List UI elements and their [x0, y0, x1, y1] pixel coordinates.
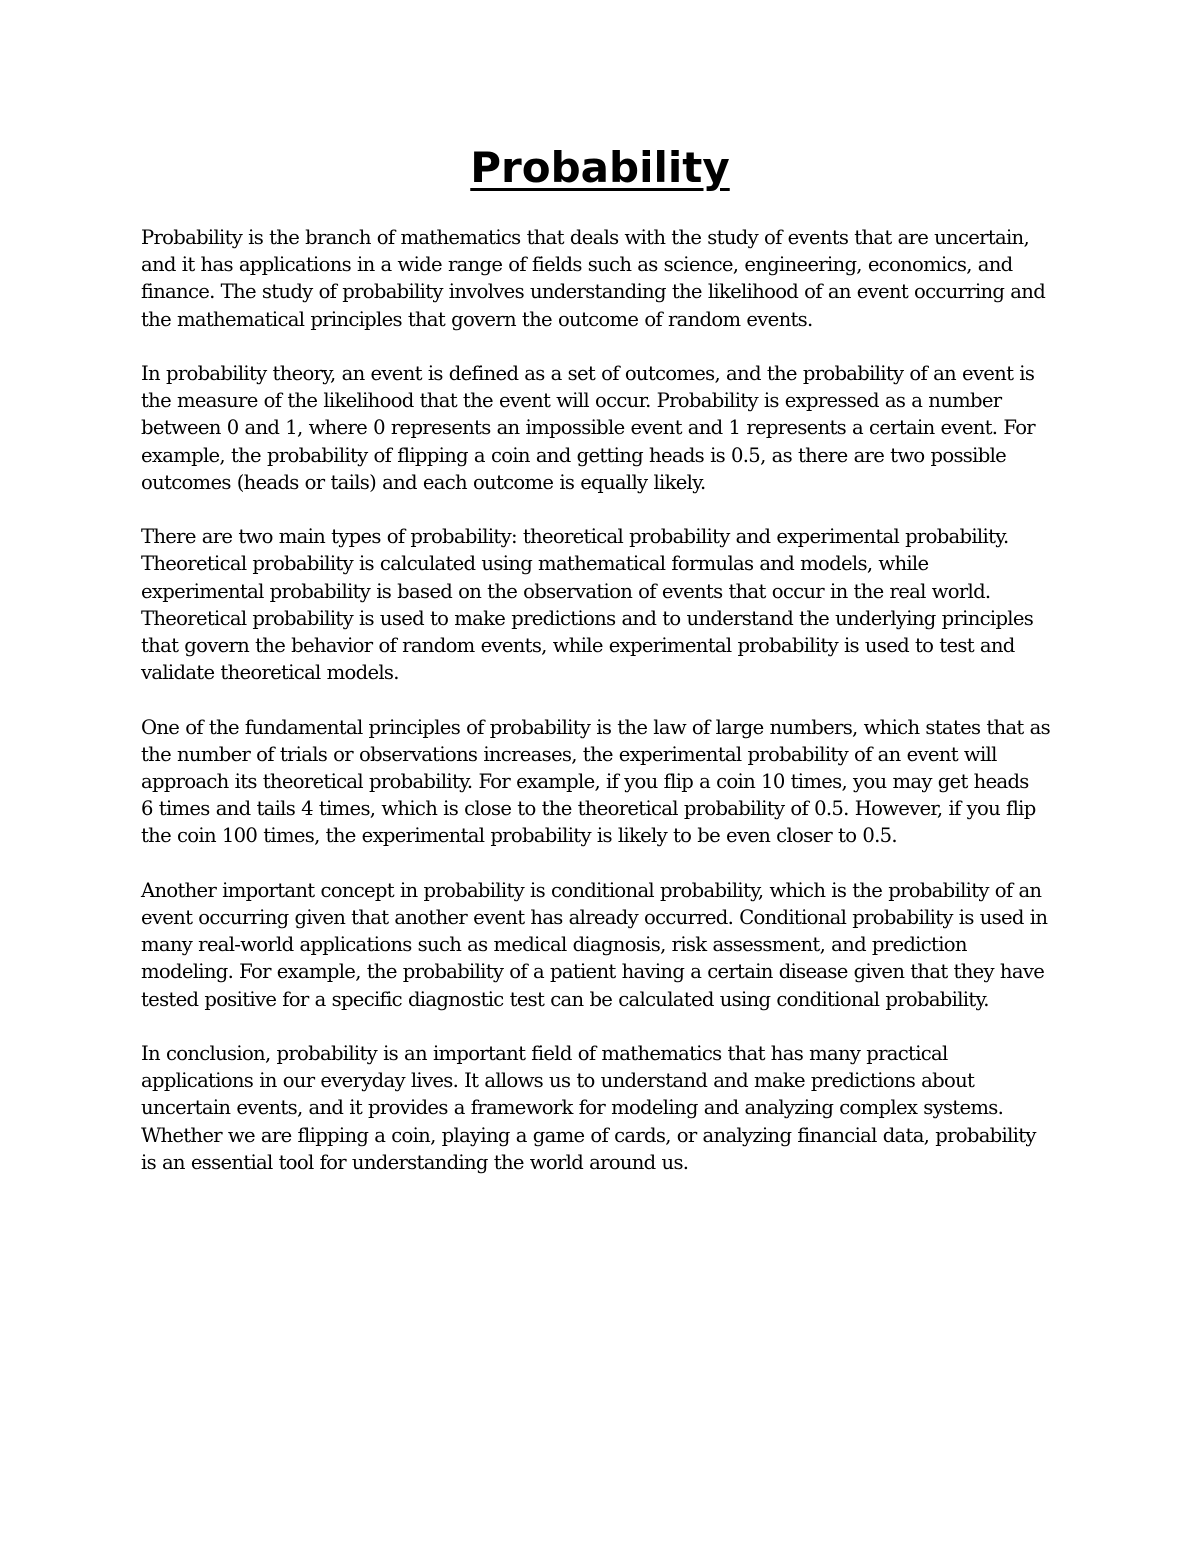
text-line: There are two main types of probability: theoretical probability and experimental probability.: [141, 525, 1009, 549]
paragraph-conditional: [141, 877, 1071, 1013]
text-line: Theoretical probability is used to make predictions and to understand the underlying principles: [141, 606, 1034, 630]
text-line: example, the probability of flipping a coin and getting heads is 0.5, as there are two possible: [141, 443, 1007, 467]
text-line: Theoretical probability is calculated using mathematical formulas and models, while: [141, 552, 929, 576]
text-line: Probability is the branch of mathematics that deals with the study of events that are uncertain,: [141, 226, 1029, 249]
paragraph-conclusion: [141, 1040, 1071, 1176]
text-line: the measure of the likelihood that the event will occur. Probability is expressed as a number: [141, 389, 1002, 413]
text-line: applications in our everyday lives. It allows us to understand and make predictions about: [141, 1069, 975, 1093]
document-body: [141, 224, 1071, 1203]
paragraph-large-numbers: [141, 714, 1071, 850]
text-line: event occurring given that another event has already occurred. Conditional probability is used in: [141, 906, 1048, 930]
text-line: outcomes (heads or tails) and each outcome is equally likely.: [141, 470, 706, 494]
text-line: that govern the behavior of random events, while experimental probability is used to test and: [141, 634, 1015, 658]
text-line: many real-world applications such as medical diagnosis, risk assessment, and prediction: [141, 933, 967, 957]
paragraph-intro: [141, 224, 1071, 333]
text-line: One of the fundamental principles of probability is the law of large numbers, which states that as: [141, 715, 1050, 739]
text-line: validate theoretical models.: [141, 661, 399, 685]
text-line: In conclusion, probability is an important field of mathematics that has many practical: [141, 1042, 948, 1066]
text-line: In probability theory, an event is defined as a set of outcomes, and the probability of an event is: [141, 362, 1035, 385]
text-line: uncertain events, and it provides a framework for modeling and analyzing complex systems.: [141, 1096, 1004, 1120]
text-line: the number of trials or observations increases, the experimental probability of an event will: [141, 742, 997, 766]
text-line: between 0 and 1, where 0 represents an impossible event and 1 represents a certain event. For: [141, 416, 1035, 440]
text-line: the coin 100 times, the experimental probability is likely to be even closer to 0.5.: [141, 824, 897, 848]
text-line: Whether we are flipping a coin, playing a game of cards, or analyzing financial data, probability: [141, 1123, 1036, 1147]
paragraph-types: [141, 523, 1071, 686]
text-line: the mathematical principles that govern the outcome of random events.: [141, 307, 813, 331]
paragraph-events: [141, 360, 1071, 496]
text-line: experimental probability is based on the observation of events that occur in the real world.: [141, 579, 991, 603]
text-line: and it has applications in a wide range of fields such as science, engineering, economics, and: [141, 253, 1013, 277]
text-line: approach its theoretical probability. For example, if you flip a coin 10 times, you may get heads: [141, 770, 1029, 794]
text-line: finance. The study of probability involves understanding the likelihood of an event occurring and: [141, 280, 1046, 304]
text-line: modeling. For example, the probability of a patient having a certain disease given that they have: [141, 960, 1045, 984]
document-title: Probability: [470, 143, 730, 192]
text-line: is an essential tool for understanding the world around us.: [141, 1150, 689, 1174]
text-line: Another important concept in probability is conditional probability, which is the probability of an: [141, 878, 1042, 902]
text-line: 6 times and tails 4 times, which is close to the theoretical probability of 0.5. However, if you flip: [141, 797, 1036, 821]
text-line: tested positive for a specific diagnostic test can be calculated using conditional probability.: [141, 987, 989, 1011]
